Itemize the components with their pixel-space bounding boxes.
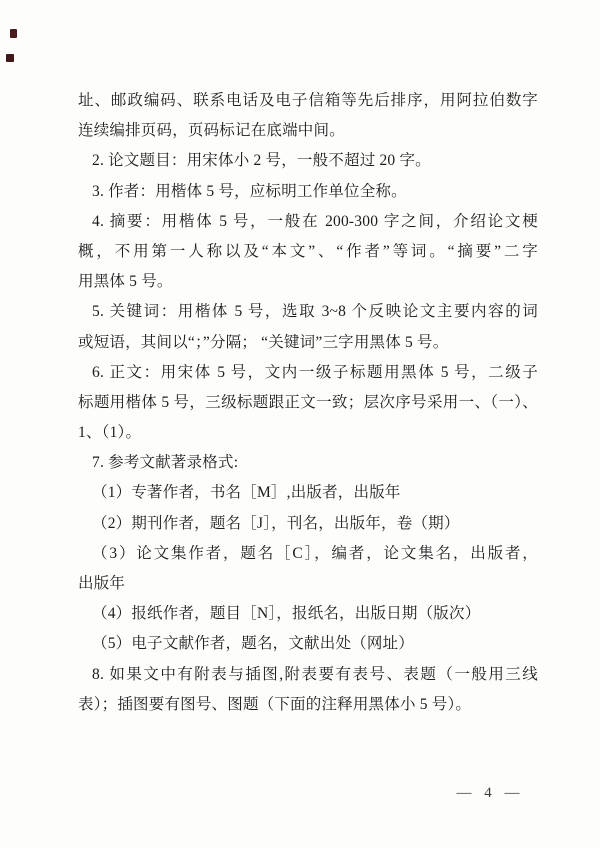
text-line: 2. 论文题目：用宋体小 2 号，一般不超过 20 字。 [92, 152, 431, 170]
text-line: 7. 参考文献著录格式: [92, 454, 239, 472]
text-line: 标题用楷体 5 号，三级标题跟正文一致；层次序号采用一、（一）、 [78, 393, 538, 411]
text-line: 或短语，其间以“；”分隔； “关键词”三字用黑体 5 号。 [78, 333, 449, 351]
page-number: — 4 — [456, 785, 520, 801]
text-line: 表）；插图要有图号、图题（下面的注释用黑体小 5 号）。 [78, 695, 472, 713]
text-line: 6. 正文：用宋体 5 号，文内一级子标题用黑体 5 号，二级子 [92, 363, 538, 381]
text-line: 概，不用第一人称以及“本文”、“作者”等词。“摘要”二字 [78, 242, 538, 260]
text-line: （1）专著作者，书名［M］,出版者，出版年 [92, 484, 401, 502]
text-line: 出版年 [78, 575, 126, 592]
text-line: （2）期刊作者，题名［J］，刊名，出版年，卷（期） [92, 514, 460, 532]
text-line: 连续编排页码，页码标记在底端中间。 [78, 122, 345, 140]
scan-artifact-mark [6, 54, 14, 62]
text-line: （4）报纸作者，题目［N］，报纸名，出版日期（版次） [92, 605, 481, 623]
text-line: 1、（1）。 [78, 424, 142, 442]
document-body [78, 86, 538, 720]
scan-artifact-mark [10, 29, 17, 38]
text-line: 址、邮政编码、联系电话及电子信箱等先后排序，用阿拉伯数字 [78, 92, 538, 109]
text-line: （3）论文集作者，题名［C］，编者，论文集名，出版者， [92, 544, 538, 562]
text-line: 用黑体 5 号。 [78, 273, 173, 291]
text-line: 3. 作者：用楷体 5 号，应标明工作单位全称。 [92, 182, 407, 200]
text-line: 8. 如果文中有附表与插图,附表要有表号、表题（一般用三线 [92, 665, 538, 683]
text-line: 5. 关键词：用楷体 5 号，选取 3~8 个反映论文主要内容的词 [92, 303, 538, 321]
text-line: 4. 摘要：用楷体 5 号，一般在 200-300 字之间，介绍论文梗 [92, 212, 538, 230]
text-line: （5）电子文献作者，题名，文献出处（网址） [92, 635, 414, 653]
